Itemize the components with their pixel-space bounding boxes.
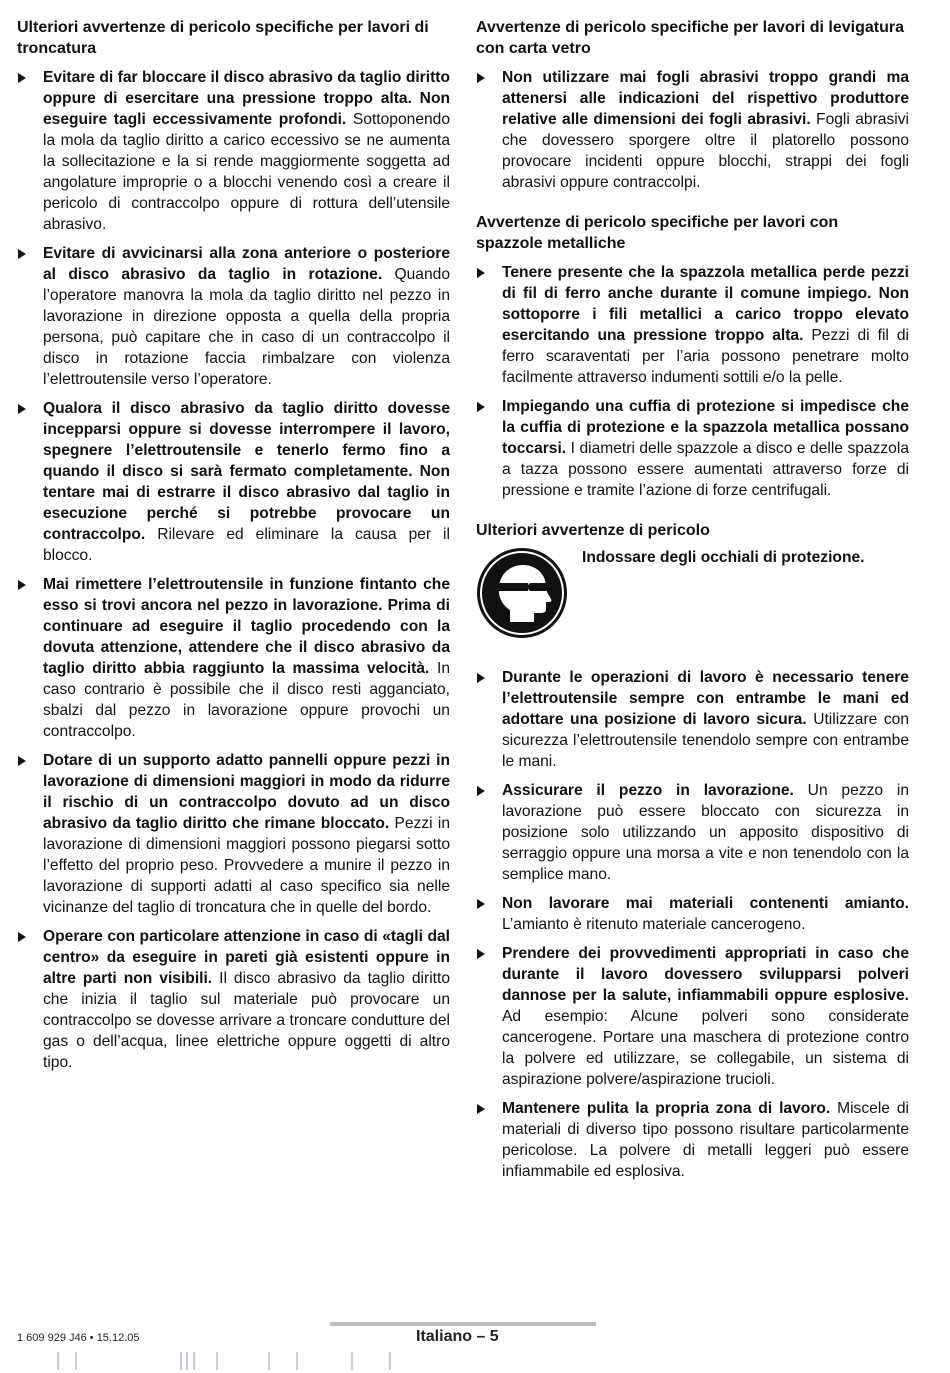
item-bold-text: Non utilizzare mai fogli abrasivi troppo grandi ma attenersi alle indicazioni del rispettivo produttore relative alle dimensioni dei fogli abrasivi. [502,69,909,128]
triangle-bullet-icon [18,756,26,766]
item-text: Ad esempio: Alcune polveri sono considerate cancerogene. Portare una maschera di protezione contro la polvere ed utilizzare, se collegabile, un sistema di aspirazione polvere/aspirazione trucioli. [502,1008,909,1088]
registration-mark [57,1352,59,1370]
list-item [476,780,909,885]
item-bold-text: Non lavorare mai materiali contenenti amianto. [502,895,909,912]
item-text: Il disco abrasivo da taglio diritto che inizia il taglio sul materiale può provocare un contraccolpo se dovesse arrivare a troncare condutture del gas o dell’acqua, linee elettriche oppure oggetti di altro tipo. [43,970,450,1071]
registration-mark [216,1352,218,1370]
item-bold-text: Durante le operazioni di lavoro è necessario tenere l’elettroutensile sempre con entrambe le mani ed adottare una posizione di lavoro sicura. [502,669,909,728]
triangle-bullet-icon [477,1104,485,1114]
item-text: Sottoponendo la mola da taglio diritto a carico eccessivo se ne aumenta la sollecitazione e la si rende maggiormente soggetta ad angolature improprie o a blocchi venendo così a creare il pericolo di contraccolpo oppure di rottura dell’utensile abrasivo. [43,111,451,233]
item-text: Rilevare ed eliminare la causa per il blocco. [43,526,450,564]
list-item [17,67,450,235]
list-item [476,262,909,388]
item-text: Fogli abrasivi che dovessero sporgere oltre il platorello possono provocare incidenti oppure blocchi, strappi dei fogli abrasivi oppure contraccolpi. [502,111,909,191]
further-warnings-section [476,520,909,1182]
item-text: I diametri delle spazzole a disco e delle spazzola a tazza possono essere aumentati attraverso forze di pressione e tramite l’azione di forze centrifugali. [502,440,909,499]
item-text: Utilizzare con sicurezza l’elettroutensile tenendolo sempre con entrambe le mani. [502,711,909,770]
list-item [476,943,909,1090]
list-item [17,750,450,918]
triangle-bullet-icon [18,580,26,590]
triangle-bullet-icon [477,73,485,83]
item-text: In caso contrario è possibile che il disco resti agganciato, sbalzi dal pezzo in lavorazione oppure provochi un contraccolpo. [43,660,451,740]
item-bold-text: Prendere dei provvedimenti appropriati in caso che durante il lavoro dovessero svilupparsi polveri dannose per la salute, infiammabili oppure esplosive. [502,945,909,1004]
page-footer [0,1320,950,1373]
triangle-bullet-icon [18,404,26,414]
registration-mark [351,1352,353,1370]
registration-mark [193,1352,195,1370]
item-bold-text: Mantenere pulita la propria zona di lavoro. [502,1100,831,1117]
list-item [17,243,450,390]
list-item [476,396,909,501]
item-bold-text: Evitare di avvicinarsi alla zona anteriore o posteriore al disco abrasivo da taglio in rotazione. [43,245,450,283]
triangle-bullet-icon [18,73,26,83]
list-item [17,926,450,1073]
right-column [476,17,909,1201]
section-heading: Ulteriori avvertenze di pericolo [476,522,710,539]
registration-mark [296,1352,298,1370]
registration-mark [186,1352,188,1370]
item-bold-text: Dotare di un supporto adatto pannelli oppure pezzi in lavorazione di dimensioni maggiori in modo da ridurre il rischio di un contraccolpo dovuto ad un disco abrasivo da taglio diritto che rimane bloccato. [43,752,450,832]
left-column [17,17,450,1092]
safety-glasses-notice [476,547,909,659]
list-item [17,574,450,742]
item-bold-text: Mai rimettere l’elettroutensile in funzione fintanto che esso si trovi ancora nel pezzo in lavorazione. Prima di continuare ad eseguire il taglio procedendo con la dovuta attenzione, attendere che il disco abrasivo da taglio diritto abbia raggiunto la massima velocità. [43,576,450,677]
safety-glasses-icon [476,547,568,639]
section-heading: Avvertenze di pericolo specifiche per lavori con spazzole metalliche [476,214,839,252]
item-text: Pezzi di fil di ferro scaraventati per l’aria possono penetrare molto facilmente attraverso indumenti sottili e/o la pelle. [502,327,909,386]
registration-mark [268,1352,270,1370]
registration-mark [75,1352,77,1370]
section-heading: Avvertenze di pericolo specifiche per lavori di levigatura con carta vetro [476,19,904,57]
list-item [476,67,909,193]
item-text: Miscele di materiali di diverso tipo possono risultare particolarmente pericolose. La polvere di metalli leggeri può essere infiammabile ed esplosiva. [502,1100,909,1180]
safety-glasses-text: Indossare degli occhiali di protezione. [582,549,865,566]
triangle-bullet-icon [477,402,485,412]
triangle-bullet-icon [18,249,26,259]
cutting-warnings-section [17,17,450,1073]
list-item [476,667,909,772]
sanding-warnings-section [476,17,909,193]
list-item [476,893,909,935]
triangle-bullet-icon [18,932,26,942]
wire-brush-warnings-section [476,212,909,501]
footer-divider [330,1322,596,1326]
item-bold-text: Operare con particolare attenzione in caso di «tagli dal centro» da eseguire in pareti già esistenti oppure in altre parti non visibili. [43,928,450,987]
section-heading: Ulteriori avvertenze di pericolo specifiche per lavori di troncatura [17,19,429,57]
registration-mark [180,1352,182,1370]
item-bold-text: Tenere presente che la spazzola metallica perde pezzi di fil di ferro anche durante il comune impiego. Non sottoporre i fili metallici a carico troppo elevato esercitando una pressione troppo alta. [502,264,909,344]
triangle-bullet-icon [477,949,485,959]
item-bold-text: Assicurare il pezzo in lavorazione. [502,782,794,799]
item-text: Pezzi in lavorazione di dimensioni maggiori possono piegarsi sotto l’effetto del proprio peso. Provvedere a munire il pezzo in lavorazione di supporti adatti al caso specifico sia nelle vicinanze del taglio di troncatura che in quelle del bordo. [43,815,450,916]
item-bold-text: Qualora il disco abrasivo da taglio diritto dovesse incepparsi oppure si dovesse interrompere il lavoro, spegnere l’elettroutensile e tenerlo fermo fino a quando il disco si sarà fermato completamente. Non tentare mai di estrarre il disco abrasivo dal taglio in esecuzione perché si potrebbe provocare un contraccolpo. [43,400,450,543]
list-item [17,398,450,566]
item-bold-text: Impiegando una cuffia di protezione si impedisce che la cuffia di protezione e la spazzola metallica possano toccarsi. [502,398,909,457]
triangle-bullet-icon [477,786,485,796]
page-label: Italiano – 5 [416,1328,499,1345]
triangle-bullet-icon [477,899,485,909]
item-text: Quando l’operatore manovra la mola da taglio diritto nel pezzo in lavorazione in direzione opposta a quella della propria persona, può capitare che in caso di un contraccolpo il disco in rotazione faccia rimbalzare con violenza l’elettroutensile verso l’operatore. [43,266,450,388]
item-text: L’amianto è ritenuto materiale cancerogeno. [502,916,806,933]
triangle-bullet-icon [477,268,485,278]
triangle-bullet-icon [477,673,485,683]
registration-mark [389,1352,391,1370]
document-code: 1 609 929 J46 • 15.12.05 [17,1332,140,1344]
list-item [476,1098,909,1182]
item-bold-text: Evitare di far bloccare il disco abrasivo da taglio diritto oppure di esercitare una pressione troppo alta. Non eseguire tagli eccessivamente profondi. [43,69,450,128]
item-text: Un pezzo in lavorazione può essere bloccato con sicurezza in posizione solo utilizzando un apposito dispositivo di serraggio oppure una morsa a vite e non tenendolo con la semplice mano. [502,782,909,883]
